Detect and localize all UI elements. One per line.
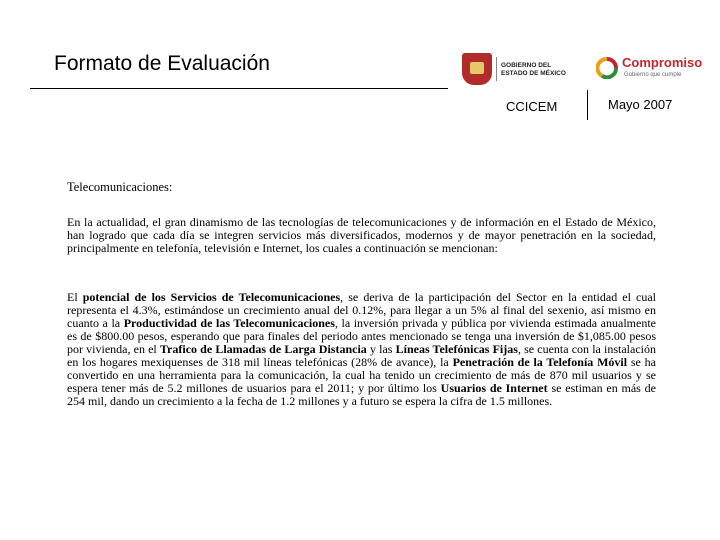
compromiso-slogan: Gobierno que cumple: [624, 72, 682, 78]
intro-paragraph: En la actualidad, el gran dinamismo de las tecnologías de telecomunicaciones y de información en el Estado de México, han logrado que cada día se integren servicios más diversificados, modernos y de mayor penetración en la sociedad, principalmente en telefonía, televisión e Internet, los cuales a continuación se mencionan:: [67, 215, 656, 255]
document-date: Mayo 2007: [608, 97, 673, 112]
header-divider: [587, 90, 588, 120]
compromiso-brand-name: Compromiso: [622, 55, 703, 70]
text-run: y las: [366, 342, 396, 356]
text-run: El: [67, 290, 83, 304]
details-paragraph: [67, 291, 656, 408]
logo-divider: [496, 57, 497, 81]
page-title: Formato de Evaluación: [54, 52, 270, 75]
compromiso-logo: [596, 55, 706, 85]
coat-of-arms-icon: [462, 53, 492, 85]
logo-text-line1: GOBIERNO DEL: [501, 62, 552, 69]
bold-term-lineas-fijas: Líneas Telefónicas Fijas: [395, 342, 518, 356]
bold-term-productividad: Productividad de las Telecomunicaciones: [123, 316, 335, 330]
text-run: se ha convertido en una herramienta para la comunicación, la cual ha tenido un crecimiento de más de 870 mil usuarios y se espera tener más de 5.2 millones de usuarios para el 2011; y por último los: [67, 355, 656, 395]
compromiso-ring-icon: [596, 57, 618, 79]
text-run: , se deriva de la participación del Sector en la entidad el cual representa el 4.3%, estimándose un crecimiento anual del 0.12%, para llegar a un 5% al final del sexenio, así mismo en cuanto a la: [67, 290, 656, 330]
text-run: se estiman en más de 254 mil, dando un crecimiento a la fecha de 1.2 millones y a futuro se espera la cifra de 1.5 millones.: [67, 381, 656, 408]
text-run: , la inversión privada y pública por vivienda estimada anualmente es de $800.00 pesos, esperando que para finales del periodo antes mencionado se tenga una inversión de $1,085.00 pesos por vivienda, en el: [67, 316, 656, 356]
bold-term-telefonia-movil: Penetración de la Telefonía Móvil: [452, 355, 628, 369]
bold-term-internet: Usuarios de Internet: [440, 381, 548, 395]
bold-term-trafico: Trafico de Llamadas de Larga Distancia: [159, 342, 367, 356]
logo-text-line2: ESTADO DE MÉXICO: [501, 70, 566, 77]
organization-label: CCICEM: [506, 99, 558, 114]
text-run: , se cuenta con la instalación en los hogares mexiquenses de 318 mil líneas telefónicas (28% de avance), la: [67, 342, 656, 369]
gobierno-estado-mexico-logo: [462, 53, 574, 87]
bold-term-potencial: potencial de los Servicios de Telecomunicaciones: [82, 290, 341, 304]
title-underline: [30, 88, 448, 89]
section-title: Telecomunicaciones:: [67, 180, 173, 194]
